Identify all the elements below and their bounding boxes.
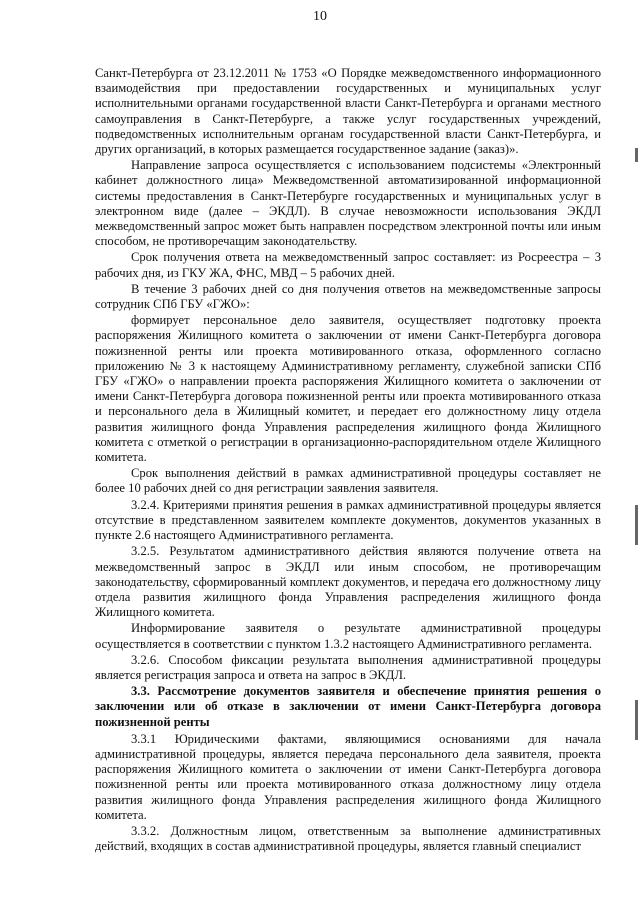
page-number: 10 [313, 9, 327, 24]
paragraph: формирует персональное дело заявителя, осуществляет подготовку проекта распоряжения Жилищного комитета о заключении от имени Санкт-Петербурга договора пожизненной ренты или проекта мотивированного отказа, оформленного согласно приложению № 3 к настоящему Административному регламенту, служебной записки СПб ГБУ «ГЖО» о направлении проекта распоряжения Жилищного комитета о заключении от имени Санкт-Петербурга договора пожизненной ренты или проекта мотивированного отказа и персонального дела в Жилищный комитет, и передает его должностному лицу отдела развития жилищного фонда Управления распределения жилищного фонда Жилищного комитета с отметкой о регистрации в организационно-распорядительном отделе Жилищного комитета. [95, 313, 601, 465]
document-body [95, 66, 601, 855]
paragraph: Срок выполнения действий в рамках административной процедуры составляет не более 10 рабочих дней со дня регистрации заявления заявителя. [95, 466, 601, 496]
scan-edge-mark [635, 505, 638, 545]
scan-edge-mark [635, 148, 638, 162]
paragraph: В течение 3 рабочих дней со дня получения ответов на межведомственные запросы сотрудник СПб ГБУ «ГЖО»: [95, 281, 601, 312]
paragraph: Направление запроса осуществляется с использованием подсистемы «Электронный кабинет должностного лица» Межведомственной автоматизированной информационной системы предоставления в Санкт-Петербурге государственных и муниципальных услуг в электронном виде (далее – ЭКДЛ). В случае невозможности использования ЭКДЛ межведомственный запрос может быть направлен посредством электронной почты или иным способом, не противоречащим законодательству. [95, 158, 601, 249]
paragraph: Срок получения ответа на межведомственный запрос составляет: из Росреестра – 3 рабочих дня, из ГКУ ЖА, ФНС, МВД – 5 рабочих дней. [95, 250, 601, 280]
paragraph: 3.2.4. Критериями принятия решения в рамках административной процедуры является отсутствие в представленном заявителем комплекте документов, документов указанных в пункте 2.6 настоящего Административного регламента. [95, 497, 601, 543]
scan-edge-mark [635, 700, 638, 740]
paragraph: 3.2.6. Способом фиксации результата выполнения административной процедуры является регистрация запроса и ответа на запрос в ЭКДЛ. [95, 652, 601, 682]
paragraph: 3.3.1 Юридическими фактами, являющимися основаниями для начала административной процедуры, является передача персонального дела заявителя, проекта распоряжения Жилищного комитета о заключении от имени Санкт-Петербурга договора пожизненной ренты или проекта мотивированного отказа должностному лицу отдела развития жилищного фонда Управления распределения жилищного фонда Жилищного комитета. [95, 731, 601, 822]
paragraph: 3.2.5. Результатом административного действия являются получение ответа на межведомственный запрос в ЭКДЛ или иным способом, не противоречащим законодательству, сформированный комплект документов, и передача его должностному лицу отдела развития жилищного фонда Управления распределения жилищного фонда Жилищного комитета. [95, 544, 601, 620]
paragraph: Санкт-Петербурга от 23.12.2011 № 1753 «О Порядке межведомственного информационного взаимодействия при предоставлении государственных и муниципальных услуг исполнительными органами государственной власти Санкт-Петербурга и органами местного самоуправления в Санкт-Петербурге, а также услуг государственных учреждений, подведомственных исполнительным органам государственной власти Санкт-Петербурга, и других организаций, в которых размещается государственное задание (заказ)». [95, 66, 601, 157]
section-heading: 3.3. Рассмотрение документов заявителя и обеспечение принятия решения о заключении или об отказе в заключении от имени Санкт-Петербурга договора пожизненной ренты [95, 684, 601, 729]
paragraph: 3.3.2. Должностным лицом, ответственным за выполнение административных действий, входящих в состав административной процедуры, является главный специалист [95, 823, 601, 854]
paragraph: Информирование заявителя о результате административной процедуры осуществляется в соответствии с пунктом 1.3.2 настоящего Административного регламента. [95, 621, 601, 651]
